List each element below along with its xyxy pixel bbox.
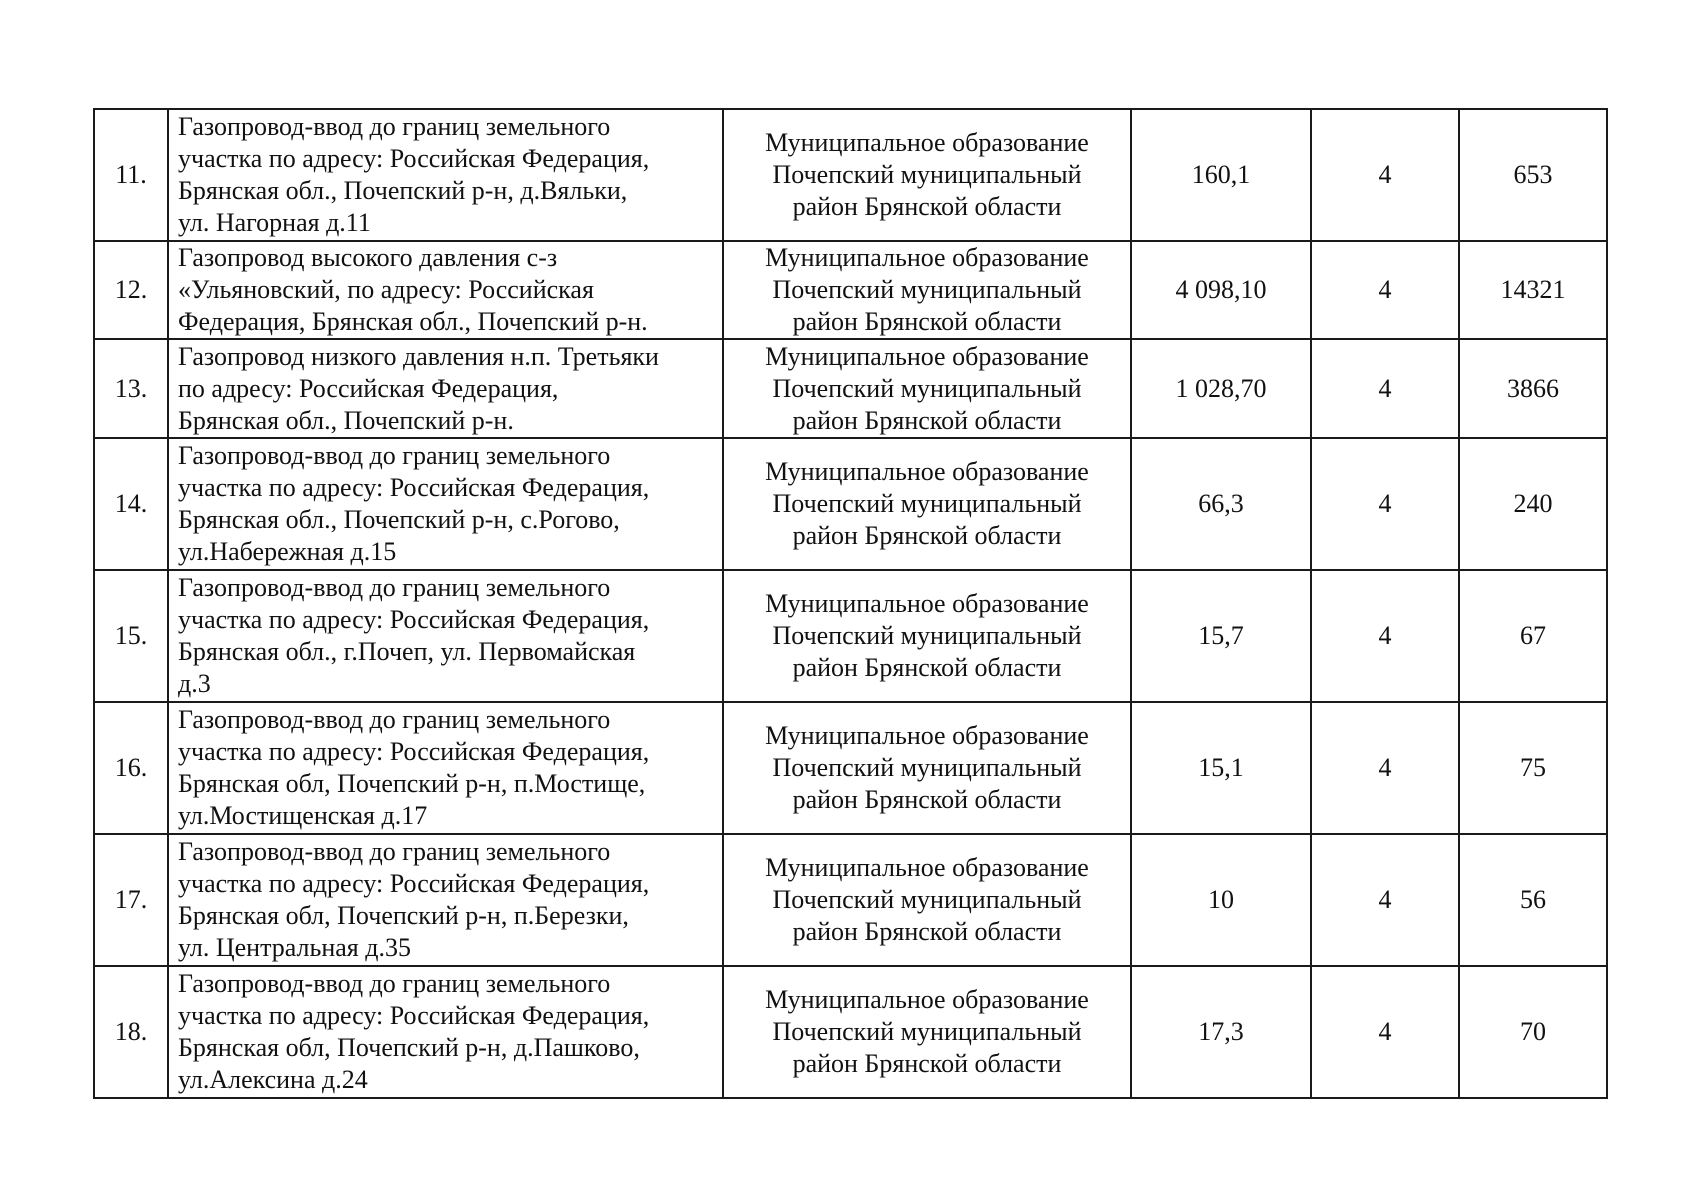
owner-line: Муниципальное образование (765, 128, 1089, 157)
table-row (94, 702, 1607, 834)
length-cell: 4 098,10 (1131, 241, 1311, 339)
owner-line: Почепский муниципальный (772, 275, 1082, 304)
table-row (94, 966, 1607, 1098)
length-cell: 160,1 (1131, 109, 1311, 241)
length-cell: 15,1 (1131, 702, 1311, 834)
description-line: участка по адресу: Российская Федерация, (178, 869, 650, 898)
description-line: по адресу: Российская Федерация, (178, 373, 559, 403)
owner-line: Почепский муниципальный (772, 753, 1082, 782)
column-6-cell: 70 (1459, 966, 1607, 1098)
description-line: ул.Алексина д.24 (178, 1065, 368, 1094)
length-cell: 66,3 (1131, 438, 1311, 570)
column-5-cell: 4 (1311, 966, 1459, 1098)
description-line: Брянская обл., Почепский р-н. (178, 405, 514, 435)
table-row (94, 834, 1607, 966)
description-line: участка по адресу: Российская Федерация, (178, 1001, 650, 1030)
owner-line: Почепский муниципальный (772, 373, 1082, 403)
row-number-cell: 13. (94, 339, 168, 438)
column-5-cell: 4 (1311, 109, 1459, 241)
description-line: Федерация, Брянская обл., Почепский р-н. (178, 307, 648, 336)
description-line: д.3 (178, 669, 211, 698)
owner-line: Муниципальное образование (765, 853, 1089, 882)
description-line: Брянская обл, Почепский р-н, п.Березки, (178, 901, 629, 930)
owner-line: Почепский муниципальный (772, 885, 1082, 914)
object-description-cell (168, 966, 723, 1098)
owner-line: район Брянской области (792, 192, 1062, 221)
description-line: Газопровод-ввод до границ земельного (178, 441, 611, 470)
registry-table (93, 108, 1608, 1099)
column-6-cell: 3866 (1459, 339, 1607, 438)
row-number-cell: 16. (94, 702, 168, 834)
description-line: ул.Набережная д.15 (178, 537, 397, 566)
column-5-cell: 4 (1311, 702, 1459, 834)
object-description-cell (168, 702, 723, 834)
object-description-cell (168, 570, 723, 702)
owner-line: Почепский муниципальный (772, 621, 1082, 650)
description-line: Брянская обл., Почепский р-н, д.Вяльки, (178, 176, 628, 205)
description-line: ул. Центральная д.35 (178, 933, 411, 962)
description-line: Брянская обл, Почепский р-н, п.Мостище, (178, 769, 646, 798)
owner-line: Муниципальное образование (765, 243, 1089, 272)
table-row (94, 241, 1607, 339)
table-body (94, 109, 1607, 1098)
owner-cell (723, 966, 1131, 1098)
description-line: Брянская обл., г.Почеп, ул. Первомайская (178, 637, 636, 666)
row-number-cell: 15. (94, 570, 168, 702)
description-line: Газопровод-ввод до границ земельного (178, 705, 611, 734)
column-6-cell: 56 (1459, 834, 1607, 966)
owner-line: Почепский муниципальный (772, 1017, 1082, 1046)
owner-cell (723, 834, 1131, 966)
row-number-cell: 18. (94, 966, 168, 1098)
table-row (94, 109, 1607, 241)
description-line: Газопровод-ввод до границ земельного (178, 837, 611, 866)
owner-line: Муниципальное образование (765, 341, 1089, 371)
table-row (94, 570, 1607, 702)
length-cell: 15,7 (1131, 570, 1311, 702)
object-description-cell (168, 438, 723, 570)
owner-cell (723, 570, 1131, 702)
length-cell: 1 028,70 (1131, 339, 1311, 438)
owner-cell (723, 702, 1131, 834)
column-6-cell: 14321 (1459, 241, 1607, 339)
column-5-cell: 4 (1311, 241, 1459, 339)
owner-line: Муниципальное образование (765, 457, 1089, 486)
owner-line: Муниципальное образование (765, 589, 1089, 618)
owner-line: Муниципальное образование (765, 985, 1089, 1014)
description-line: ул. Нагорная д.11 (178, 208, 371, 237)
owner-cell (723, 109, 1131, 241)
column-6-cell: 67 (1459, 570, 1607, 702)
description-line: Газопровод-ввод до границ земельного (178, 969, 611, 998)
description-line: Газопровод-ввод до границ земельного (178, 573, 611, 602)
description-line: участка по адресу: Российская Федерация, (178, 144, 650, 173)
owner-line: район Брянской области (792, 521, 1062, 550)
row-number-cell: 14. (94, 438, 168, 570)
description-line: Газопровод высокого давления с-з (178, 243, 558, 272)
owner-cell (723, 339, 1131, 438)
description-line: участка по адресу: Российская Федерация, (178, 605, 650, 634)
description-line: Газопровод низкого давления н.п. Третьяки (178, 341, 659, 371)
owner-line: район Брянской области (792, 405, 1062, 435)
object-description-cell (168, 241, 723, 339)
length-cell: 17,3 (1131, 966, 1311, 1098)
column-5-cell: 4 (1311, 438, 1459, 570)
description-line: Брянская обл., Почепский р-н, с.Рогово, (178, 505, 620, 534)
column-5-cell: 4 (1311, 570, 1459, 702)
description-line: Газопровод-ввод до границ земельного (178, 112, 611, 141)
row-number-cell: 11. (94, 109, 168, 241)
row-number-cell: 12. (94, 241, 168, 339)
row-number-cell: 17. (94, 834, 168, 966)
object-description-cell (168, 109, 723, 241)
owner-line: район Брянской области (792, 1049, 1062, 1078)
owner-line: район Брянской области (792, 307, 1062, 336)
owner-line: район Брянской области (792, 785, 1062, 814)
table-row (94, 438, 1607, 570)
table-row (94, 339, 1607, 438)
column-5-cell: 4 (1311, 834, 1459, 966)
owner-line: Почепский муниципальный (772, 160, 1082, 189)
owner-line: район Брянской области (792, 653, 1062, 682)
description-line: «Ульяновский, по адресу: Российская (178, 275, 594, 304)
owner-cell (723, 241, 1131, 339)
owner-line: Муниципальное образование (765, 721, 1089, 750)
description-line: ул.Мостищенская д.17 (178, 801, 428, 830)
column-6-cell: 653 (1459, 109, 1607, 241)
description-line: Брянская обл, Почепский р-н, д.Пашково, (178, 1033, 640, 1062)
length-cell: 10 (1131, 834, 1311, 966)
owner-line: Почепский муниципальный (772, 489, 1082, 518)
owner-cell (723, 438, 1131, 570)
column-5-cell: 4 (1311, 339, 1459, 438)
description-line: участка по адресу: Российская Федерация, (178, 473, 650, 502)
column-6-cell: 240 (1459, 438, 1607, 570)
object-description-cell (168, 834, 723, 966)
object-description-cell (168, 339, 723, 438)
column-6-cell: 75 (1459, 702, 1607, 834)
description-line: участка по адресу: Российская Федерация, (178, 737, 650, 766)
owner-line: район Брянской области (792, 917, 1062, 946)
